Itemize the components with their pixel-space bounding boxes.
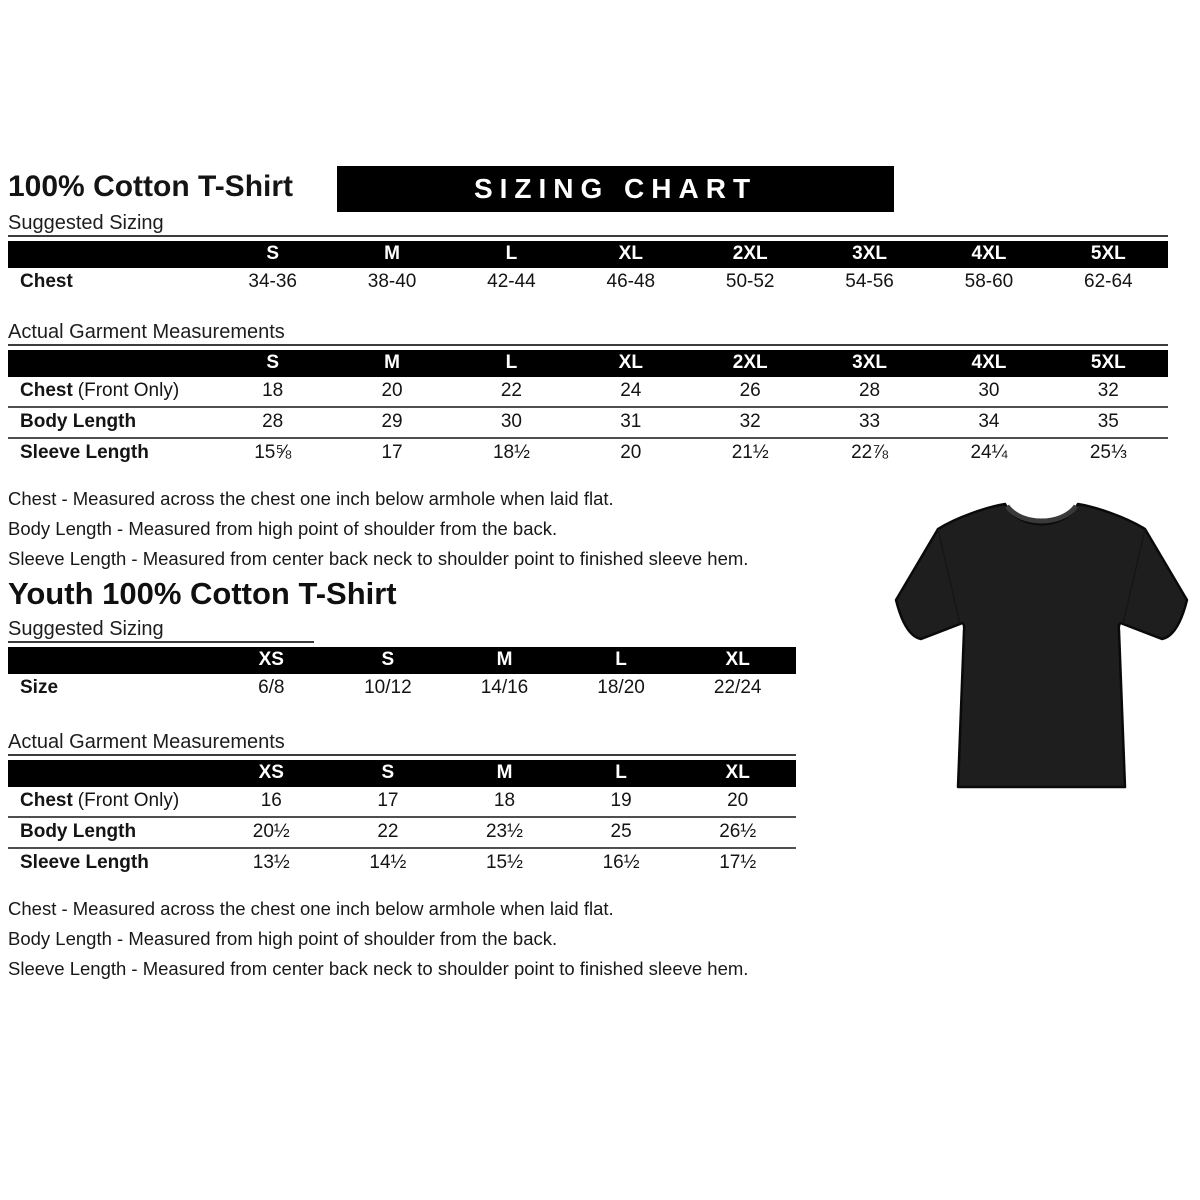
sizing-chart-banner-label: SIZING CHART [473, 173, 758, 204]
youth-measurements-table [8, 760, 796, 878]
size-value-cell: 16½ [602, 852, 640, 873]
size-value-cell: 62-64 [1084, 271, 1133, 292]
size-value-cell: 28 [213, 407, 332, 438]
row-label: Chest (Front Only) [8, 377, 213, 407]
size-value-cell: 15⅝ [254, 442, 292, 463]
note-sleeve-length: Sleeve Length - Measured from center back neck to shoulder point to finished sleeve hem. [8, 548, 749, 569]
size-value-cell: 31 [571, 407, 690, 438]
size-value-cell: 22 [330, 817, 447, 848]
size-value-cell: 28 [810, 377, 929, 407]
size-value-cell: 38-40 [367, 271, 417, 292]
table-header-row [8, 241, 1168, 268]
row-label: Body Length [8, 407, 213, 438]
size-column-header: L [452, 350, 571, 377]
size-column-header: 5XL [1049, 241, 1168, 268]
row-label: Size [20, 677, 59, 698]
size-value-cell: 17 [381, 442, 403, 463]
table-row [8, 407, 1168, 438]
size-value-cell: 23½ [446, 817, 563, 848]
size-column-header: XL [571, 350, 690, 377]
size-value-cell: 14½ [369, 852, 407, 873]
size-column-header: S [330, 647, 447, 674]
size-value-cell: 25⅓ [1089, 442, 1127, 463]
table-corner-cell [8, 350, 213, 377]
size-value-cell: 20 [679, 787, 796, 817]
note-chest: Chest - Measured across the chest one inch below armhole when laid flat. [8, 898, 614, 919]
table-corner-cell [8, 760, 213, 787]
size-value-cell: 46-48 [606, 271, 656, 292]
size-value-cell: 10/12 [364, 677, 412, 698]
note-body-length: Body Length - Measured from high point of shoulder from the back. [8, 928, 558, 949]
size-column-header: 2XL [691, 241, 810, 268]
size-value-cell: 17 [330, 787, 447, 817]
size-column-header: XS [213, 760, 330, 787]
size-value-cell: 58-60 [964, 271, 1014, 292]
size-value-cell: 54-56 [845, 271, 894, 292]
table-corner-cell [8, 241, 213, 268]
table-row [8, 787, 796, 817]
size-column-header: L [563, 647, 680, 674]
adult-suggested-sizing-label: Suggested Sizing [8, 212, 1168, 237]
size-column-header: XL [679, 647, 796, 674]
size-column-header: XL [679, 760, 796, 787]
table-row [8, 377, 1168, 407]
size-column-header: XL [571, 241, 690, 268]
row-label: Chest (Front Only) [8, 787, 213, 817]
size-value-cell: 18 [446, 787, 563, 817]
table-row [8, 817, 796, 848]
page-title: 100% Cotton T-Shirt [8, 170, 294, 203]
row-label-suffix: (Front Only) [77, 380, 180, 401]
size-value-cell: 25 [563, 817, 680, 848]
youth-suggested-sizing-label: Suggested Sizing [8, 618, 314, 643]
size-value-cell: 33 [810, 407, 929, 438]
size-value-cell: 13½ [252, 852, 290, 873]
header-row [8, 166, 1200, 212]
size-value-cell: 15½ [485, 852, 523, 873]
size-value-cell: 20 [620, 442, 642, 463]
size-value-cell: 30 [452, 407, 571, 438]
size-value-cell: 18/20 [597, 677, 645, 698]
size-value-cell: 26 [691, 377, 810, 407]
size-value-cell: 16 [213, 787, 330, 817]
size-value-cell: 14/16 [480, 677, 529, 698]
size-column-header: S [330, 760, 447, 787]
size-value-cell: 18½ [492, 442, 530, 463]
table-row [8, 674, 796, 703]
row-label: Chest [20, 271, 73, 292]
row-label: Sleeve Length [20, 442, 149, 463]
size-column-header: XS [213, 647, 330, 674]
size-value-cell: 32 [1049, 377, 1168, 407]
size-value-cell: 20½ [213, 817, 330, 848]
row-label: Sleeve Length [20, 852, 149, 873]
row-label-suffix: (Front Only) [77, 790, 180, 811]
size-value-cell: 29 [332, 407, 451, 438]
row-label: Body Length [8, 817, 213, 848]
size-column-header: S [213, 241, 332, 268]
size-column-header: 4XL [929, 241, 1048, 268]
note-body-length: Body Length - Measured from high point of shoulder from the back. [8, 518, 558, 539]
size-value-cell: 22/24 [713, 677, 762, 698]
adult-measurements-label: Actual Garment Measurements [8, 321, 1168, 346]
size-value-cell: 24 [571, 377, 690, 407]
size-value-cell: 6/8 [258, 677, 285, 698]
table-header-row [8, 760, 796, 787]
size-value-cell: 30 [929, 377, 1048, 407]
black-tshirt-image [888, 490, 1196, 805]
size-value-cell: 34 [929, 407, 1048, 438]
size-value-cell: 20 [332, 377, 451, 407]
size-value-cell: 21½ [731, 442, 769, 463]
table-row [8, 438, 1168, 468]
sizing-chart-banner [337, 166, 894, 212]
size-value-cell: 50-52 [725, 271, 775, 292]
size-value-cell: 26½ [679, 817, 796, 848]
adult-suggested-sizing-table [8, 241, 1168, 297]
tshirt-icon [888, 490, 1196, 805]
youth-measurement-notes [8, 894, 1200, 984]
size-column-header: 4XL [929, 350, 1048, 377]
size-column-header: M [332, 241, 451, 268]
size-column-header: M [332, 350, 451, 377]
size-value-cell: 24¼ [970, 442, 1008, 463]
youth-measurements-label: Actual Garment Measurements [8, 731, 796, 756]
size-column-header: S [213, 350, 332, 377]
table-header-row [8, 350, 1168, 377]
size-column-header: L [452, 241, 571, 268]
size-value-cell: 42-44 [487, 271, 536, 292]
note-chest: Chest - Measured across the chest one inch below armhole when laid flat. [8, 488, 614, 509]
size-column-header: 5XL [1049, 350, 1168, 377]
size-value-cell: 22 [452, 377, 571, 407]
size-column-header: M [446, 760, 563, 787]
size-value-cell: 19 [563, 787, 680, 817]
size-value-cell: 22⅞ [851, 442, 889, 463]
youth-suggested-sizing-table [8, 647, 796, 703]
size-value-cell: 17½ [719, 852, 757, 873]
size-value-cell: 35 [1049, 407, 1168, 438]
adult-measurements-table [8, 350, 1168, 468]
size-value-cell: 34-36 [248, 271, 297, 292]
table-header-row [8, 647, 796, 674]
table-row [8, 848, 796, 878]
size-value-cell: 18 [213, 377, 332, 407]
size-column-header: 3XL [810, 241, 929, 268]
size-value-cell: 32 [691, 407, 810, 438]
youth-section-title: Youth 100% Cotton T-Shirt [8, 576, 397, 611]
size-column-header: L [563, 760, 680, 787]
size-column-header: M [446, 647, 563, 674]
size-column-header: 3XL [810, 350, 929, 377]
size-column-header: 2XL [691, 350, 810, 377]
table-corner-cell [8, 647, 213, 674]
note-sleeve-length: Sleeve Length - Measured from center back neck to shoulder point to finished sleeve hem. [8, 958, 749, 979]
table-row [8, 268, 1168, 297]
